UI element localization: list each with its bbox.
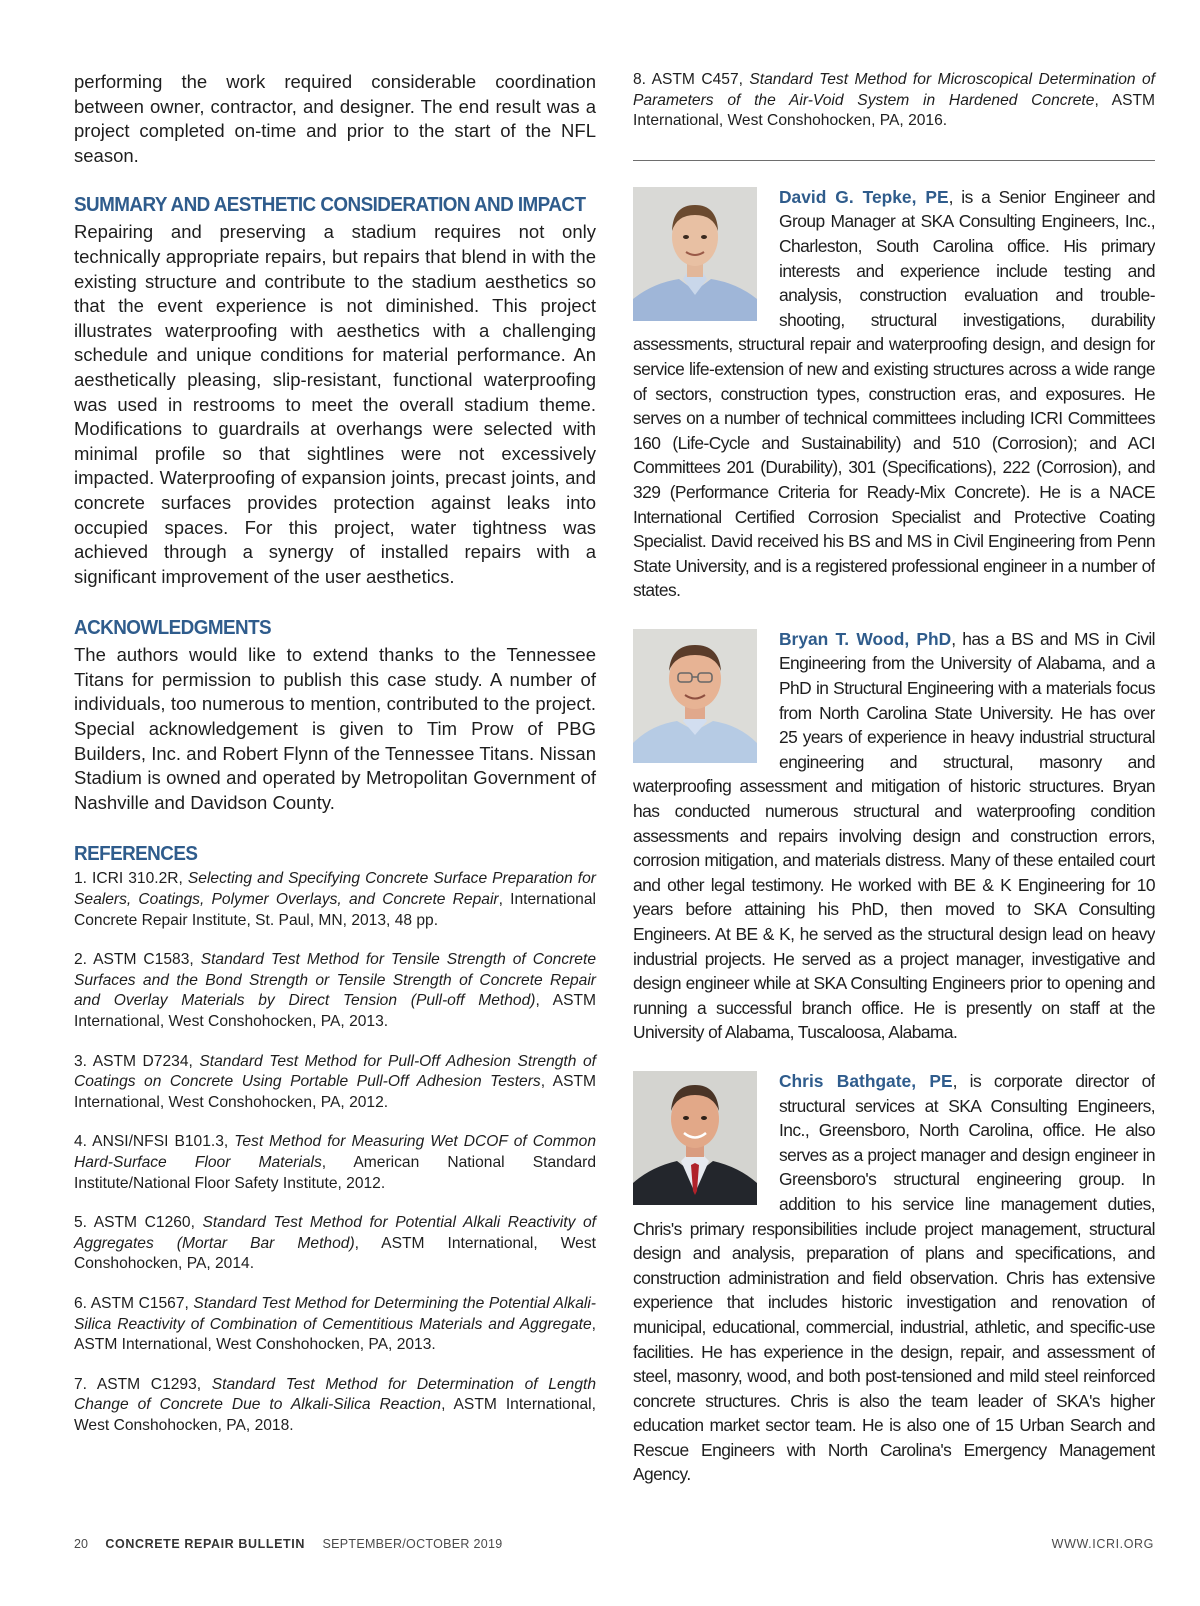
references-list [74,869,596,1436]
reference-item: 1. ICRI 310.2R, Selecting and Specifying Concrete Surface Preparation for Sealers, Coatings, Polymer Overlays, and Concrete Repair, International Concrete Repair Institute, St. Paul, MN, 2013, 48 pp. [74,870,596,929]
issue-date: SEPTEMBER/OCTOBER 2019 [322,1537,503,1551]
right-column [633,70,1155,1487]
author-photo [633,629,757,763]
intro-paragraph: performing the work required considerable coordination between owner, contractor, and designer. The end result was a project completed on-time and prior to the start of the NFL season. [74,71,596,166]
publication-name: CONCRETE REPAIR BULLETIN [105,1537,305,1551]
left-column [74,70,596,1437]
reference-item: 8. ASTM C457, Standard Test Method for Microscopical Determination of Parameters of the Air-Void System in Hardened Concrete, ASTM International, West Conshohocken, PA, 2016. [633,71,1155,130]
reference-item: 7. ASTM C1293, Standard Test Method for Determination of Length Change of Concrete Due to Alkali-Silica Reaction, ASTM International, West Conshohocken, PA, 2018. [74,1375,596,1434]
reference-item: 3. ASTM D7234, Standard Test Method for Pull-Off Adhesion Strength of Coatings on Concrete Using Portable Pull-Off Adhesion Testers, ASTM International, West Conshohocken, PA, 2012. [74,1052,597,1111]
author-bio-bathgate [633,1069,1155,1487]
page-number: 20 [74,1537,88,1551]
reference-item: 2. ASTM C1583, Standard Test Method for Tensile Strength of Concrete Surfaces and the Bond Strength or Tensile Strength of Concrete Repair and Overlay Materials by Direct Tension (Pull-off Method), ASTM International, West Conshohocken, PA, 2013. [74,951,596,1030]
author-photo [633,187,757,321]
author-photo [633,1071,757,1205]
reference-item: 4. ANSI/NFSI B101.3, Test Method for Measuring Wet DCOF of Common Hard-Surface Floor Materials, American National Standard Institute/National Floor Safety Institute, 2012. [74,1133,596,1192]
summary-paragraph: Repairing and preserving a stadium requires not only technically appropriate repairs, but repairs that blend in with the existing structure and contribute to the stadium aesthetics so that the event experience is not diminished. This project illustrates waterproofing with aesthetics with a challenging schedule and unique conditions for material performance. An aesthetically pleasing, slip-resistant, functional waterproofing was used in restrooms to meet the overall stadium theme. Modifications to guardrails at overhangs were selected with minimal profile so that sightlines were not excessively impacted. Waterproofing of expansion joints, precast joints, and concrete surfaces provides protection against leaks into occupied spaces. For this project, water tightness was achieved through a synergy of installed repairs with a significant improvement of the user aesthetics. [74,221,596,587]
author-bio-text: , is corporate director of structural services at SKA Consulting Engineers, Inc., Greensboro, North Carolina, office. He also serves as a project manager and design engineer in Greensboro's structural engineering group. In addition to his service line management duties, Chris's primary responsibilities include project management, structural design and analysis, preparation of plans and specifications, and construction administration and field observation. Chris has extensive experience that includes historic investigation and renovation of municipal, educational, commercial, industrial, athletic, and specific-use facilities. He has experience in the design, repair, and assessment of steel, masonry, wood, and both post-tensioned and mild steel reinforced concrete structures. Chris is also the team leader of SKA's higher education market sector team. He is also one of 15 Urban Search and Rescue Engineers with North Carolina's Emergency Management Agency. [633,1070,1155,1485]
author-name: Chris Bathgate, PE [779,1070,953,1091]
summary-heading: SUMMARY AND AESTHETIC CONSIDERATION AND IMPACT [74,193,586,217]
page-footer [74,1537,1154,1551]
author-bio-wood [633,627,1155,1045]
author-bio-tepke [633,185,1155,603]
author-name: David G. Tepke, PE [779,186,949,207]
acknowledgments-heading: ACKNOWLEDGMENTS [74,616,272,640]
section-divider [633,160,1155,161]
reference-item: 5. ASTM C1260, Standard Test Method for Potential Alkali Reactivity of Aggregates (Mortar Bar Method), ASTM International, West Conshohocken, PA, 2014. [74,1214,596,1273]
website-link[interactable]: WWW.ICRI.ORG [1051,1537,1154,1551]
author-bio-text: , has a BS and MS in Civil Engineering from the University of Alabama, and a PhD in Structural Engineering with a materials focus from North Carolina State University. He has over 25 years of experience in heavy industrial structural engineering and structural, masonry and waterproofing assessment and mitigation of historic structures. Bryan has conducted numerous structural and waterproofing condition assessments and repairs involving design and construction errors, corrosion mitigation, and materials distress. Many of these entailed court and other legal testimony. He worked with BE & K Engineering for 10 years before attaining his PhD, then moved to SKA Consulting Engineers. At BE & K, he served as the structural design lead on heavy industrial projects. He served as a project manager, investigative and design engineer while at SKA Consulting Engineers prior to opening and running a successful branch office. He is presently on staff at the University of Alabama, Tuscaloosa, Alabama. [633,628,1155,1043]
author-name: Bryan T. Wood, PhD [779,628,952,649]
acknowledgments-paragraph: The authors would like to extend thanks to the Tennessee Titans for permission to publish this case study. A number of individuals, too numerous to mention, contributed to the project. Special acknowledgement is given to Tim Prow of PBG Builders, Inc. and Robert Flynn of the Tennessee Titans. Nissan Stadium is owned and operated by Metropolitan Government of Nashville and Davidson County. [74,644,596,813]
author-bio-text: , is a Senior Engineer and Group Manager at SKA Consulting Engineers, Inc., Charleston, South Carolina office. His primary interests and experience include testing and analysis, construction evaluation and trouble-shooting, structural investigations, durability assessments, structural repair and waterproofing design, and design for service life-extension of new and existing structures across a wide range of sectors, construction types, construction eras, and exposures. He serves on a number of technical committees including ICRI Committees 160 (Life-Cycle and Sustainability) and 510 (Corrosion); and ACI Committees 201 (Durability), 301 (Specifications), 222 (Corrosion), and 329 (Performance Criteria for Ready-Mix Concrete). He is a NACE International Certified Corrosion Specialist and Protective Coating Specialist. David received his BS and MS in Civil Engineering from Penn State University, and is a registered professional engineer in a number of states. [633,186,1155,601]
references-heading: REFERENCES [74,842,198,866]
reference-item: 6. ASTM C1567, Standard Test Method for Determining the Potential Alkali-Silica Reactivity of Combination of Cementitious Materials and Aggregate, ASTM International, West Conshohocken, PA, 2013. [74,1294,597,1354]
